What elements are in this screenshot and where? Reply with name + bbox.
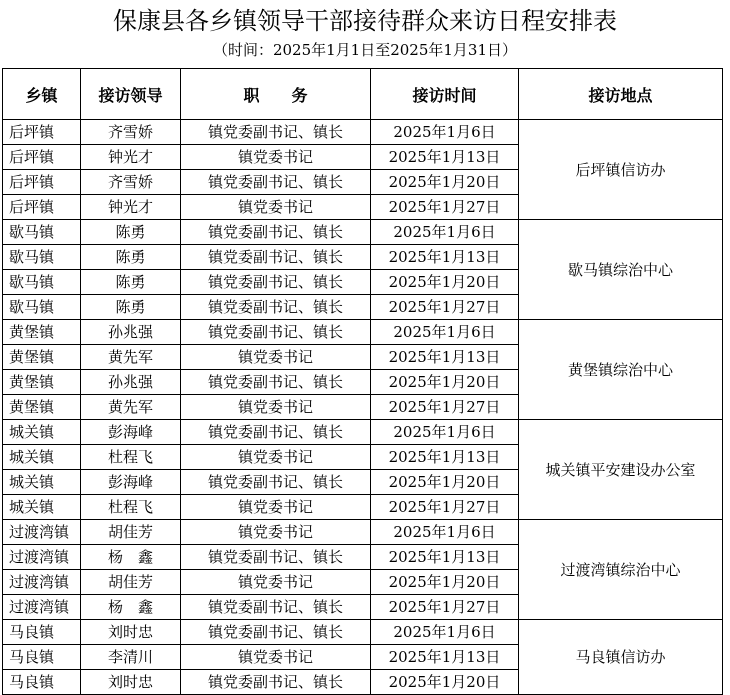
date-cell: 2025年1月27日	[371, 395, 519, 420]
place-cell: 后坪镇信访办	[519, 120, 723, 220]
date-cell: 2025年1月20日	[371, 170, 519, 195]
position-cell: 镇党委书记	[181, 495, 371, 520]
leader-cell: 彭海峰	[81, 470, 181, 495]
town-cell: 马良镇	[3, 620, 81, 645]
page-subtitle: （时间：2025年1月1日至2025年1月31日）	[212, 41, 518, 59]
date-cell: 2025年1月27日	[371, 595, 519, 620]
position-cell: 镇党委书记	[181, 570, 371, 595]
position-cell: 镇党委副书记、镇长	[181, 120, 371, 145]
leader-cell: 黄先军	[81, 395, 181, 420]
town-cell: 歇马镇	[3, 220, 81, 245]
date-cell: 2025年1月13日	[371, 345, 519, 370]
town-cell: 歇马镇	[3, 270, 81, 295]
position-cell: 镇党委副书记、镇长	[181, 170, 371, 195]
header-town: 乡镇	[3, 69, 81, 120]
town-cell: 歇马镇	[3, 245, 81, 270]
leader-cell: 杜程飞	[81, 495, 181, 520]
position-cell: 镇党委书记	[181, 445, 371, 470]
leader-cell: 孙兆强	[81, 370, 181, 395]
date-cell: 2025年1月20日	[371, 370, 519, 395]
leader-cell: 黄先军	[81, 345, 181, 370]
leader-cell: 刘时忠	[81, 620, 181, 645]
date-cell: 2025年1月6日	[371, 120, 519, 145]
leader-cell: 彭海峰	[81, 420, 181, 445]
leader-cell: 刘时忠	[81, 670, 181, 695]
town-cell: 过渡湾镇	[3, 520, 81, 545]
date-cell: 2025年1月6日	[371, 420, 519, 445]
leader-cell: 陈勇	[81, 295, 181, 320]
position-cell: 镇党委书记	[181, 645, 371, 670]
date-cell: 2025年1月6日	[371, 520, 519, 545]
place-cell: 歇马镇综治中心	[519, 220, 723, 320]
town-cell: 过渡湾镇	[3, 595, 81, 620]
table-row	[3, 320, 723, 345]
date-cell: 2025年1月13日	[371, 645, 519, 670]
position-cell: 镇党委副书记、镇长	[181, 320, 371, 345]
date-cell: 2025年1月6日	[371, 320, 519, 345]
table-row	[3, 220, 723, 245]
position-cell: 镇党委副书记、镇长	[181, 670, 371, 695]
header-leader: 接访领导	[81, 69, 181, 120]
leader-cell: 钟光才	[81, 145, 181, 170]
leader-cell: 胡佳芳	[81, 520, 181, 545]
town-cell: 后坪镇	[3, 195, 81, 220]
leader-cell: 齐雪娇	[81, 120, 181, 145]
town-cell: 马良镇	[3, 645, 81, 670]
date-cell: 2025年1月27日	[371, 495, 519, 520]
leader-cell: 孙兆强	[81, 320, 181, 345]
town-cell: 后坪镇	[3, 170, 81, 195]
town-cell: 马良镇	[3, 670, 81, 695]
town-cell: 黄堡镇	[3, 320, 81, 345]
table-row	[3, 520, 723, 545]
position-cell: 镇党委副书记、镇长	[181, 295, 371, 320]
town-cell: 城关镇	[3, 420, 81, 445]
position-cell: 镇党委副书记、镇长	[181, 620, 371, 645]
place-cell: 黄堡镇综治中心	[519, 320, 723, 420]
date-cell: 2025年1月20日	[371, 470, 519, 495]
position-cell: 镇党委副书记、镇长	[181, 220, 371, 245]
town-cell: 过渡湾镇	[3, 570, 81, 595]
town-cell: 过渡湾镇	[3, 545, 81, 570]
table-row	[3, 120, 723, 145]
date-cell: 2025年1月27日	[371, 195, 519, 220]
town-cell: 后坪镇	[3, 120, 81, 145]
leader-cell: 陈勇	[81, 220, 181, 245]
leader-cell: 胡佳芳	[81, 570, 181, 595]
position-cell: 镇党委副书记、镇长	[181, 470, 371, 495]
header-row	[3, 69, 723, 120]
leader-cell: 杜程飞	[81, 445, 181, 470]
schedule-table	[2, 68, 723, 695]
position-cell: 镇党委书记	[181, 145, 371, 170]
position-cell: 镇党委副书记、镇长	[181, 245, 371, 270]
place-cell: 过渡湾镇综治中心	[519, 520, 723, 620]
header-place: 接访地点	[519, 69, 723, 120]
leader-cell: 杨 鑫	[81, 545, 181, 570]
table-body	[3, 120, 723, 695]
date-cell: 2025年1月13日	[371, 545, 519, 570]
date-cell: 2025年1月20日	[371, 670, 519, 695]
date-cell: 2025年1月20日	[371, 270, 519, 295]
date-cell: 2025年1月6日	[371, 620, 519, 645]
position-cell: 镇党委副书记、镇长	[181, 545, 371, 570]
position-cell: 镇党委副书记、镇长	[181, 270, 371, 295]
date-cell: 2025年1月20日	[371, 570, 519, 595]
date-cell: 2025年1月13日	[371, 145, 519, 170]
position-cell: 镇党委副书记、镇长	[181, 370, 371, 395]
table-row	[3, 420, 723, 445]
leader-cell: 杨 鑫	[81, 595, 181, 620]
position-cell: 镇党委书记	[181, 520, 371, 545]
leader-cell: 陈勇	[81, 270, 181, 295]
position-cell: 镇党委书记	[181, 195, 371, 220]
town-cell: 歇马镇	[3, 295, 81, 320]
town-cell: 城关镇	[3, 470, 81, 495]
place-cell: 马良镇信访办	[519, 620, 723, 695]
town-cell: 黄堡镇	[3, 395, 81, 420]
date-cell: 2025年1月6日	[371, 220, 519, 245]
date-cell: 2025年1月27日	[371, 295, 519, 320]
leader-cell: 陈勇	[81, 245, 181, 270]
place-cell: 城关镇平安建设办公室	[519, 420, 723, 520]
page-title: 保康县各乡镇领导干部接待群众来访日程安排表	[113, 7, 617, 35]
table-row	[3, 620, 723, 645]
position-cell: 镇党委书记	[181, 345, 371, 370]
header-date: 接访时间	[371, 69, 519, 120]
town-cell: 后坪镇	[3, 145, 81, 170]
town-cell: 城关镇	[3, 445, 81, 470]
header-position: 职 务	[181, 69, 371, 120]
position-cell: 镇党委副书记、镇长	[181, 420, 371, 445]
leader-cell: 钟光才	[81, 195, 181, 220]
date-cell: 2025年1月13日	[371, 245, 519, 270]
town-cell: 黄堡镇	[3, 370, 81, 395]
leader-cell: 李清川	[81, 645, 181, 670]
position-cell: 镇党委副书记、镇长	[181, 595, 371, 620]
position-cell: 镇党委书记	[181, 395, 371, 420]
town-cell: 黄堡镇	[3, 345, 81, 370]
date-cell: 2025年1月13日	[371, 445, 519, 470]
town-cell: 城关镇	[3, 495, 81, 520]
leader-cell: 齐雪娇	[81, 170, 181, 195]
